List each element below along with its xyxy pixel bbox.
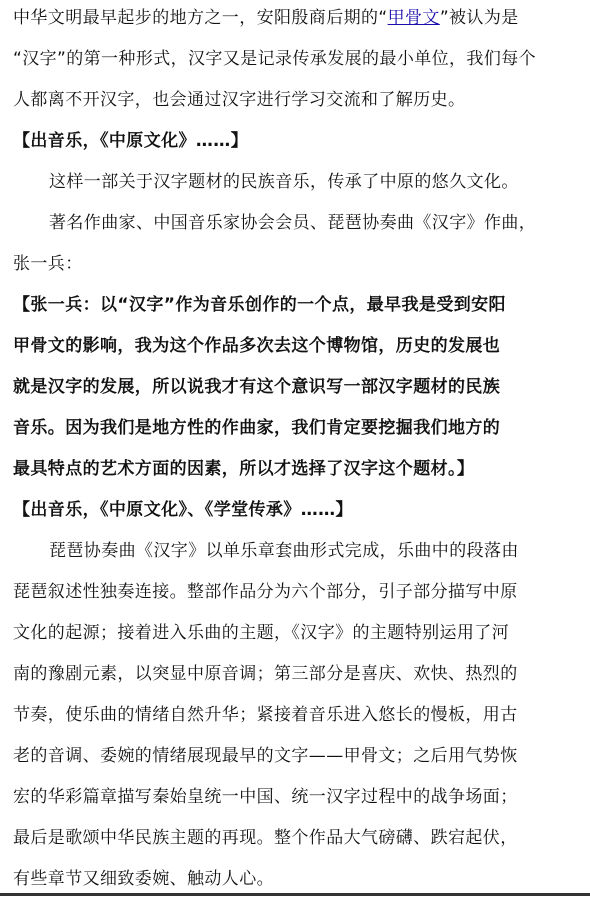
jiaguwen-link[interactable]: 甲骨文 (387, 8, 440, 28)
paragraph-1-line-1-end: ”被认为是 (439, 8, 519, 28)
paragraph-1-line-3: 人都离不开汉字，也会通过汉字进行学习交流和了解历史。 (13, 90, 466, 110)
music-cue-1: 【出音乐，《中原文化》……】 (13, 131, 249, 151)
bottom-rule (0, 893, 590, 896)
paragraph-3-line-1: 著名作曲家、中国音乐家协会会员、琵琶协奏曲《汉字》作曲， (49, 213, 537, 233)
quote-line-3: 就是汉字的发展，所以说我才有这个意识写一部汉字题材的民族 (13, 377, 501, 397)
quote-line-5: 最具特点的艺术方面的因素，所以才选择了汉字这个题材。】 (13, 459, 475, 479)
paragraph-2-line-1: 这样一部关于汉字题材的民族音乐，传承了中原的悠久文化。 (49, 172, 519, 192)
paragraph-4-line-9: 有些章节又细致委婉、触动人心。 (13, 869, 274, 889)
quote-line-2: 甲骨文的影响，我为这个作品多次去这个博物馆，历史的发展也 (13, 336, 501, 356)
quote-line-4: 音乐。因为我们是地方性的作曲家，我们肯定要挖掘我们地方的 (13, 418, 501, 438)
paragraph-1-line-2: “汉字”的第一种形式，汉字又是记录传承发展的最小单位，我们每个 (13, 49, 537, 69)
paragraph-1-line-1 (13, 6, 519, 30)
paragraph-4-line-4: 南的豫剧元素，以突显中原音调；第三部分是喜庆、欢快、热烈的 (13, 664, 518, 684)
paragraph-4-line-5: 节奏，使乐曲的情绪自然升华；紧接着音乐进入悠长的慢板，用古 (13, 705, 518, 725)
paragraph-4-line-1: 琵琶协奏曲《汉字》以单乐章套曲形式完成，乐曲中的段落由 (49, 541, 519, 561)
paragraph-4-line-8: 最后是歌颂中华民族主题的再现。整个作品大气磅礴、跌宕起伏， (13, 828, 518, 848)
paragraph-4-line-3: 文化的起源；接着进入乐曲的主题，《汉字》的主题特别运用了河 (13, 623, 510, 643)
paragraph-3-line-2: 张一兵： (13, 254, 83, 274)
paragraph-4-line-7: 宏的华彩篇章描写秦始皇统一中国、统一汉字过程中的战争场面； (13, 787, 518, 807)
quote-line-1: 【张一兵：以“汉字”作为音乐创作的一个点，最早我是受到安阳 (13, 295, 506, 315)
paragraph-1-line-1-start: 中华文明最早起步的地方之一，安阳殷商后期的“ (13, 8, 388, 28)
music-cue-2: 【出音乐，《中原文化》、《学堂传承》……】 (13, 500, 353, 520)
paragraph-4-line-6: 老的音调、委婉的情绪展现最早的文字——甲骨文；之后用气势恢 (13, 746, 518, 766)
paragraph-4-line-2: 琵琶叙述性独奏连接。整部作品分为六个部分，引子部分描写中原 (13, 582, 518, 602)
